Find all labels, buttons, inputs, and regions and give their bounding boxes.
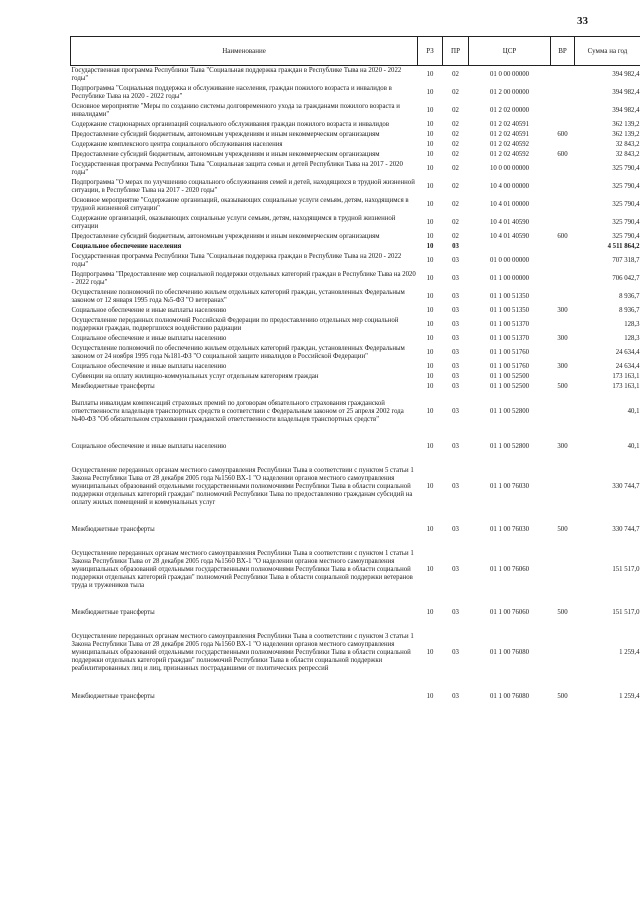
row-name: Содержание комплексного центра социального обслуживания населения: [71, 141, 283, 148]
row-csr: 01 1 00 76060: [489, 609, 530, 616]
table-row: [71, 362, 640, 372]
row-csr: 01 1 00 51370: [489, 335, 530, 342]
row-csr: 01 1 00 52800: [489, 443, 530, 450]
row-pr: 03: [452, 363, 459, 370]
table-row: [71, 463, 640, 517]
row-name: Содержание стационарных организаций социального обслуживания граждан пожилого возраста и инвалидов: [71, 121, 390, 128]
row-vr: [551, 120, 575, 130]
row-vr: [551, 372, 575, 382]
row-vr: 300: [557, 363, 568, 370]
row-sum: 330 744,7: [612, 483, 640, 490]
row-sum: 32 843,2: [615, 151, 640, 158]
row-rz: 10: [426, 526, 434, 533]
row-rz: 10: [426, 649, 434, 656]
row-rz: 10: [426, 151, 434, 158]
row-csr: 10 4 00 00000: [489, 183, 530, 190]
row-name: Социальное обеспечение и иные выплаты населению: [71, 307, 227, 314]
row-pr: 03: [452, 566, 459, 573]
row-name: Подпрограмма "Предоставление мер социальной поддержки отдельных категорий граждан в Республике Тыва на 2020 - 2022 годы": [71, 271, 416, 286]
row-rz: 10: [426, 233, 434, 240]
row-pr: 03: [452, 408, 459, 415]
row-vr: 300: [557, 307, 568, 314]
row-csr: 01 2 02 40591: [489, 131, 530, 138]
row-pr: 03: [452, 526, 459, 533]
row-sum: 24 634,4: [615, 349, 640, 356]
row-vr: [551, 102, 575, 120]
table-row: [71, 288, 640, 306]
row-rz: 10: [426, 363, 434, 370]
row-name: Подпрограмма "Социальная поддержка и обслуживание населения, граждан пожилого возраста и инвалидов в Республике Тыва на 2020 - 2022 годы": [71, 85, 392, 100]
table-row: [71, 392, 640, 434]
row-sum: 40,1: [627, 408, 640, 415]
row-csr: 01 0 00 00000: [489, 257, 530, 264]
row-vr: [551, 242, 575, 252]
row-csr: 10 4 01 40590: [489, 219, 530, 226]
row-rz: 10: [426, 183, 434, 190]
row-vr: 600: [557, 233, 568, 240]
row-sum: 394 982,4: [612, 71, 640, 78]
table-row: [71, 372, 640, 382]
row-csr: 01 1 00 76030: [489, 483, 530, 490]
page-number: 33: [577, 15, 588, 27]
row-rz: 10: [426, 609, 434, 616]
row-csr: [469, 242, 551, 252]
row-vr: 500: [557, 383, 568, 390]
row-vr: [551, 270, 575, 288]
row-rz: 10: [426, 89, 434, 96]
row-csr: 01 2 02 00000: [489, 107, 530, 114]
row-csr: 01 1 00 76060: [489, 566, 530, 573]
row-name: Государственная программа Республики Тыва "Социальная защита семьи и детей Республики Тыва на 2017 - 2020 годы": [71, 161, 403, 176]
table-row: [71, 434, 640, 463]
table-body: [71, 66, 640, 706]
table-row: [71, 178, 640, 196]
row-pr: 03: [452, 649, 459, 656]
row-pr: 03: [452, 383, 459, 390]
row-name: Осуществление переданных полномочий Российской Федерации по предоставлению отдельных мер социальной поддержки граждан, подвергшихся воздействию радиации: [71, 317, 399, 332]
row-rz: 10: [426, 566, 434, 573]
header-vr: ВР: [551, 37, 575, 66]
row-sum: 40,1: [627, 443, 640, 450]
row-csr: 01 1 00 52500: [489, 373, 530, 380]
row-vr: [551, 178, 575, 196]
row-csr: 01 2 02 40592: [489, 151, 530, 158]
row-name: Предоставление субсидий бюджетным, автономным учреждениям и иным некоммерческим организациям: [71, 131, 380, 138]
row-sum: 325 790,4: [612, 165, 640, 172]
row-sum: 32 843,2: [615, 141, 640, 148]
row-pr: 03: [452, 293, 459, 300]
row-name: Основное мероприятие "Содержание организаций, оказывающих социальные услуги семьям, детям, находящимся в трудной жизненной ситуации": [71, 197, 409, 212]
row-name: Социальное обеспечение и иные выплаты населению: [71, 335, 227, 342]
table-row: [71, 517, 640, 546]
table-row: [71, 196, 640, 214]
table-row: [71, 130, 640, 140]
row-name: Межбюджетные трансферты: [71, 526, 155, 533]
table-row: [71, 102, 640, 120]
row-rz: 10: [426, 257, 434, 264]
row-rz: 10: [426, 373, 434, 380]
row-sum: 325 790,4: [612, 183, 640, 190]
table-row: [71, 546, 640, 600]
row-pr: 02: [452, 201, 459, 208]
row-sum: 128,3: [624, 335, 640, 342]
row-csr: 01 1 00 51760: [489, 349, 530, 356]
table-row: [71, 232, 640, 242]
row-sum: 151 517,0: [612, 609, 640, 616]
row-rz: 10: [426, 71, 434, 78]
row-pr: 02: [452, 165, 459, 172]
row-sum: 706 042,7: [612, 275, 640, 282]
table-row: [71, 316, 640, 334]
row-vr: [551, 546, 575, 600]
row-name: Предоставление субсидий бюджетным, автономным учреждениям и иным некоммерческим организациям: [71, 233, 380, 240]
row-vr: [551, 316, 575, 334]
row-name: Социальное обеспечение и иные выплаты населению: [71, 363, 227, 370]
table-row: [71, 120, 640, 130]
row-vr: [551, 463, 575, 517]
row-name: Межбюджетные трансферты: [71, 693, 155, 700]
row-rz: 10: [426, 349, 434, 356]
row-pr: 02: [452, 219, 459, 226]
row-rz: 10: [426, 443, 434, 450]
row-sum: 4 511 864,2: [607, 243, 640, 250]
row-pr: 03: [452, 257, 459, 264]
row-pr: 03: [452, 335, 459, 342]
row-name: Государственная программа Республики Тыва "Социальная поддержка граждан в Республике Тыва на 2020 - 2022 годы": [71, 67, 402, 82]
row-csr: 01 1 00 00000: [489, 275, 530, 282]
table-row: [71, 242, 640, 252]
row-vr: [551, 160, 575, 178]
row-name: Субвенции на оплату жилищно-коммунальных услуг отдельным категориям граждан: [71, 373, 319, 380]
row-pr: 02: [452, 151, 459, 158]
row-sum: 394 982,4: [612, 107, 640, 114]
table-row: [71, 629, 640, 683]
row-pr: 02: [452, 183, 459, 190]
row-csr: 01 1 00 51760: [489, 363, 530, 370]
row-vr: [551, 140, 575, 150]
row-vr: [551, 84, 575, 102]
row-rz: 10: [426, 693, 434, 700]
row-name: Осуществление переданных органам местного самоуправления Республики Тыва в соответствии с пунктом 3 статьи 1 Закона Республики Тыва от 28 декабря 2005 года №1560 ВХ-1 "О наделении органов местного самоуправления муниципальных образований отдельными государственными полномочиями Республики Тыва в области социальной поддержки отдельных категорий граждан" полномочий Республики Тыва в области социальной поддержки реабилитированных лиц и лиц, признанных пострадавшими от политических репрессий: [71, 633, 414, 672]
row-sum: 325 790,4: [612, 219, 640, 226]
row-name: Выплаты инвалидам компенсаций страховых премий по договорам обязательного страхования гражданской ответственности владельцев транспортных средств в соответствии с Федеральным законом от 25 апреля 2002 года №40-ФЗ "Об обязательном страховании гражданской ответственности владельцев транспортных средств": [71, 400, 404, 423]
row-sum: 8 936,7: [619, 293, 640, 300]
row-name: Межбюджетные трансферты: [71, 383, 155, 390]
row-pr: 02: [452, 233, 459, 240]
row-vr: [551, 629, 575, 683]
row-name: Государственная программа Республики Тыва "Социальная поддержка граждан в Республике Тыва на 2020 - 2022 годы": [71, 253, 402, 268]
row-csr: 01 1 00 51350: [489, 307, 530, 314]
row-name: Межбюджетные трансферты: [71, 609, 155, 616]
budget-table: [70, 36, 640, 705]
table-row: [71, 150, 640, 160]
row-rz: 10: [426, 121, 434, 128]
table-row: [71, 160, 640, 178]
header-pr: ПР: [443, 37, 469, 66]
row-sum: 173 163,1: [612, 373, 640, 380]
row-name: Содержание организаций, оказывающих социальные услуги семьям, детям, находящимся в трудной жизненной ситуации: [71, 215, 396, 230]
row-csr: 10 4 01 40590: [489, 233, 530, 240]
header-rz: РЗ: [418, 37, 443, 66]
table-row: [71, 270, 640, 288]
row-pr: 03: [452, 693, 459, 700]
row-sum: 394 982,4: [612, 89, 640, 96]
row-vr: 500: [557, 693, 568, 700]
row-rz: 10: [426, 219, 434, 226]
row-pr: 02: [452, 107, 459, 114]
row-name: Осуществление переданных органам местного самоуправления Республики Тыва в соответствии с пунктом 5 статьи 1 Закона Республики Тыва от 28 декабря 2005 года №1560 ВХ-1 "О наделении органов местного самоуправления муниципальных образований отдельными государственными полномочиями Республики Тыва в области социальной поддержки отдельных категорий граждан" полномочий Республики Тыва по предоставлению гражданам субсидий на оплату жилых помещений и коммунальных услуг: [71, 467, 414, 506]
row-name: Социальное обеспечение населения: [71, 243, 182, 250]
table-row: [71, 600, 640, 629]
row-rz: 10: [426, 307, 434, 314]
row-sum: 707 318,7: [612, 257, 640, 264]
table-row: [71, 252, 640, 270]
row-pr: 03: [452, 307, 459, 314]
table-row: [71, 214, 640, 232]
row-csr: 01 1 00 76030: [489, 526, 530, 533]
row-sum: 24 634,4: [615, 363, 640, 370]
row-vr: [551, 392, 575, 434]
row-vr: 500: [557, 526, 568, 533]
row-rz: 10: [426, 201, 434, 208]
row-pr: 02: [452, 121, 459, 128]
row-pr: 03: [452, 349, 459, 356]
row-rz: 10: [426, 293, 434, 300]
row-csr: 01 1 00 76080: [489, 693, 530, 700]
table-row: [71, 683, 640, 705]
row-sum: 173 163,1: [612, 383, 640, 390]
row-pr: 03: [452, 609, 459, 616]
header-csr: ЦСР: [469, 37, 551, 66]
row-csr: 01 0 00 00000: [489, 71, 530, 78]
table-row: [71, 344, 640, 362]
table-row: [71, 84, 640, 102]
header-sum: Сумма на год: [575, 37, 640, 66]
row-sum: 151 517,0: [612, 566, 640, 573]
row-csr: 01 1 00 51350: [489, 293, 530, 300]
row-rz: 10: [426, 141, 434, 148]
row-vr: 600: [557, 151, 568, 158]
row-vr: [551, 66, 575, 85]
row-sum: 325 790,4: [612, 233, 640, 240]
row-vr: 600: [557, 131, 568, 138]
header-name: Наименование: [71, 37, 418, 66]
row-vr: 300: [557, 443, 568, 450]
row-pr: 03: [452, 243, 459, 250]
row-name: Социальное обеспечение и иные выплаты населению: [71, 443, 227, 450]
row-rz: 10: [426, 335, 434, 342]
row-sum: 362 139,2: [612, 121, 640, 128]
row-rz: 10: [426, 275, 434, 282]
row-sum: 8 936,7: [619, 307, 640, 314]
row-pr: 02: [452, 71, 459, 78]
row-csr: 10 0 00 00000: [489, 165, 530, 172]
row-pr: 03: [452, 321, 459, 328]
row-rz: 10: [426, 383, 434, 390]
row-sum: 325 790,4: [612, 201, 640, 208]
row-rz: 10: [426, 483, 434, 490]
row-csr: 01 1 00 52800: [489, 408, 530, 415]
row-sum: 362 139,2: [612, 131, 640, 138]
row-pr: 02: [452, 131, 459, 138]
row-rz: 10: [426, 131, 434, 138]
row-csr: 01 1 00 51370: [489, 321, 530, 328]
row-rz: 10: [426, 408, 434, 415]
row-vr: 300: [557, 335, 568, 342]
row-pr: 02: [452, 141, 459, 148]
row-pr: 03: [452, 373, 459, 380]
row-csr: 01 2 02 40591: [489, 121, 530, 128]
row-sum: 1 259,4: [619, 649, 640, 656]
table-row: [71, 306, 640, 316]
row-csr: 10 4 01 00000: [489, 201, 530, 208]
table-row: [71, 66, 640, 85]
row-name: Основное мероприятие "Меры по созданию системы долговременного ухода за гражданами пожилого возраста и инвалидами": [71, 103, 400, 118]
table-row: [71, 140, 640, 150]
row-rz: 10: [426, 321, 434, 328]
row-rz: 10: [426, 107, 434, 114]
row-sum: 128,3: [624, 321, 640, 328]
row-name: Осуществление полномочий по обеспечению жильем отдельных категорий граждан, установленных Федеральным законом от 24 ноября 1995 года №181-ФЗ "О социальной защите инвалидов в Российской Федерации": [71, 345, 405, 360]
row-csr: 01 2 02 40592: [489, 141, 530, 148]
row-pr: 03: [452, 443, 459, 450]
row-pr: 03: [452, 483, 459, 490]
row-rz: 10: [426, 243, 434, 250]
row-pr: 02: [452, 89, 459, 96]
row-vr: [551, 252, 575, 270]
row-csr: 01 2 00 00000: [489, 89, 530, 96]
row-name: Осуществление полномочий по обеспечению жильем отдельных категорий граждан, установленных Федеральным законом от 12 января 1995 года №5-ФЗ "О ветеранах": [71, 289, 405, 304]
row-vr: [551, 344, 575, 362]
row-name: Подпрограмма "О мерах по улучшению социального обслуживания семей и детей, находящихся в трудной жизненной ситуации, в Республике Тыва на 2017 - 2020 годы": [71, 179, 415, 194]
row-name: Осуществление переданных органам местного самоуправления Республики Тыва в соответствии с пунктом 1 статьи 1 Закона Республики Тыва от 28 декабря 2005 года №1560 ВХ-1 "О наделении органов местного самоуправления муниципальных образований отдельными государственными полномочиями Республики Тыва в области социальной поддержки отдельных категорий граждан" полномочий Республики Тыва в области социальной поддержки ветеранов труда и тружеников тыла: [71, 550, 414, 589]
row-vr: [551, 196, 575, 214]
row-sum: 1 259,4: [619, 693, 640, 700]
row-sum: 330 744,7: [612, 526, 640, 533]
row-csr: 01 1 00 76080: [489, 649, 530, 656]
row-rz: 10: [426, 165, 434, 172]
row-vr: [551, 288, 575, 306]
table-header: [71, 37, 640, 66]
row-vr: 500: [557, 609, 568, 616]
table-row: [71, 382, 640, 392]
row-csr: 01 1 00 52500: [489, 383, 530, 390]
row-pr: 03: [452, 275, 459, 282]
row-vr: [551, 214, 575, 232]
table-row: [71, 334, 640, 344]
row-name: Предоставление субсидий бюджетным, автономным учреждениям и иным некоммерческим организациям: [71, 151, 380, 158]
